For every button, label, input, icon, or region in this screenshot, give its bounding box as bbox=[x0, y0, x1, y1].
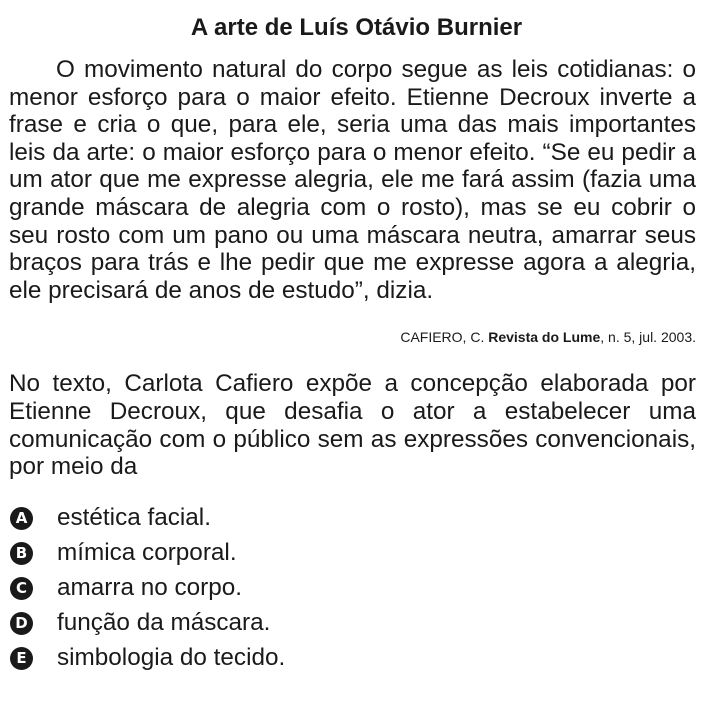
option-d-text: função da máscara. bbox=[57, 609, 271, 637]
option-b-letter-icon: B bbox=[10, 542, 33, 565]
option-b-text: mímica corporal. bbox=[57, 539, 237, 567]
option-b[interactable] bbox=[9, 536, 696, 571]
passage-title: A arte de Luís Otávio Burnier bbox=[190, 14, 523, 41]
answer-options bbox=[9, 501, 696, 676]
option-a-text: estética facial. bbox=[57, 504, 211, 532]
source-citation bbox=[9, 328, 696, 346]
source-publication: Revista do Lume bbox=[488, 329, 601, 346]
source-author: CAFIERO, C. bbox=[400, 329, 489, 346]
source-details: , n. 5, jul. 2003. bbox=[600, 329, 696, 346]
passage-text: O movimento natural do corpo segue as leis cotidianas: o menor esforço para o maior efeito. Etienne Decroux inverte a frase e cria o que, para ele, seria uma das mais importantes leis da arte: o maior esforço para o menor efeito. “Se eu pedir a um ator que me expresse alegria, ele me fará assim (fazia uma grande máscara de alegria com o rosto), mas se eu cobrir o seu rosto com um pano ou uma máscara neutra, amarrar seus braços para trás e lhe pedir que me expresse agora a alegria, ele precisará de anos de estudo”, dizia. bbox=[9, 56, 696, 304]
option-a[interactable] bbox=[9, 501, 696, 536]
option-d-letter-icon: D bbox=[10, 612, 33, 635]
option-d[interactable] bbox=[9, 606, 696, 641]
question-stem: No texto, Carlota Cafiero expõe a concepção elaborada por Etienne Decroux, que desafia o ator a estabelecer uma comunicação com o público sem as expressões convencionais, por meio da bbox=[9, 370, 696, 481]
option-e-letter-icon: E bbox=[10, 647, 33, 670]
option-c-text: amarra no corpo. bbox=[57, 574, 243, 602]
option-e[interactable] bbox=[9, 641, 696, 676]
option-c-letter-icon: C bbox=[10, 577, 33, 600]
option-c[interactable] bbox=[9, 571, 696, 606]
option-e-text: simbologia do tecido. bbox=[57, 644, 286, 672]
option-a-letter-icon: A bbox=[10, 507, 33, 530]
